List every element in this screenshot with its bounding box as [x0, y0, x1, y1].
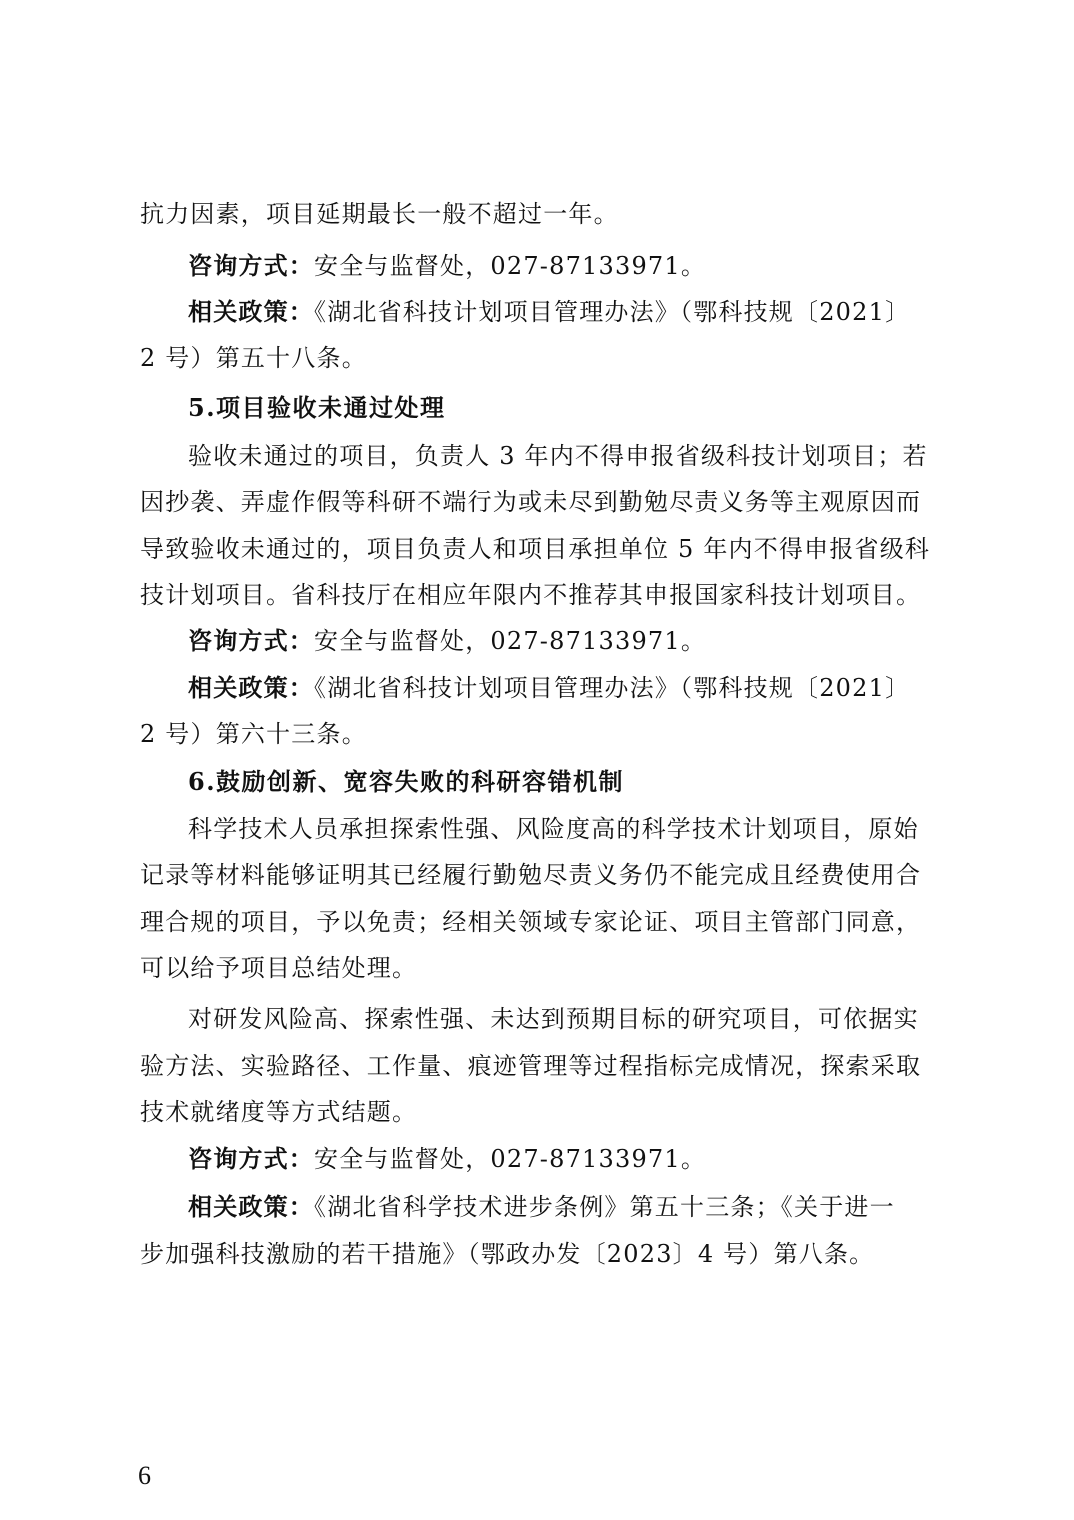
paragraph-line: 导致验收未通过的，项目负责人和项目承担单位 5 年内不得申报省级科 — [140, 535, 931, 563]
section-heading-6: 6.鼓励创新、宽容失败的科研容错机制 — [188, 767, 625, 796]
policy-value: 《湖北省科技计划项目管理办法》（鄂科技规〔2021〕 — [314, 674, 911, 702]
page-number: 6 — [138, 1461, 151, 1490]
policy-continuation: 步加强科技激励的若干措施》（鄂政办发〔2023〕4 号）第八条。 — [140, 1240, 875, 1268]
paragraph-line: 对研发风险高、探索性强、未达到预期目标的研究项目，可依据实 — [188, 1005, 919, 1033]
paragraph-line: 记录等材料能够证明其已经履行勤勉尽责义务仍不能完成且经费使用合 — [140, 861, 922, 889]
policy-value: 《湖北省科技计划项目管理办法》（鄂科技规〔2021〕 — [314, 298, 911, 326]
consult-value: 安全与监督处，027-87133971。 — [314, 252, 707, 280]
consult-label: 咨询方式： — [188, 251, 314, 280]
policy-label: 相关政策： — [188, 1192, 314, 1221]
policy-continuation: 2 号）第六十三条。 — [140, 720, 367, 748]
policy-line — [188, 672, 988, 704]
policy-label: 相关政策： — [188, 297, 314, 326]
paragraph-line: 技计划项目。省科技厅在相应年限内不推荐其申报国家科技计划项目。 — [140, 581, 922, 609]
policy-continuation: 2 号）第五十八条。 — [140, 344, 367, 372]
policy-line — [188, 1191, 988, 1223]
paragraph-line: 理合规的项目，予以免责；经相关领域专家论证、项目主管部门同意， — [140, 908, 922, 936]
consult-line — [188, 1143, 988, 1175]
paragraph-line: 科学技术人员承担探索性强、风险度高的科学技术计划项目，原始 — [188, 815, 919, 843]
consult-label: 咨询方式： — [188, 1144, 314, 1173]
policy-value: 《湖北省科学技术进步条例》第五十三条；《关于进一 — [314, 1193, 895, 1221]
paragraph-line: 抗力因素，项目延期最长一般不超过一年。 — [140, 200, 619, 228]
paragraph-line: 可以给予项目总结处理。 — [140, 954, 418, 982]
paragraph-line: 验方法、实验路径、工作量、痕迹管理等过程指标完成情况，探索采取 — [140, 1052, 922, 1080]
consult-label: 咨询方式： — [188, 626, 314, 655]
consult-line — [188, 625, 988, 657]
consult-value: 安全与监督处，027-87133971。 — [314, 1145, 707, 1173]
policy-label: 相关政策： — [188, 673, 314, 702]
paragraph-line: 技术就绪度等方式结题。 — [140, 1098, 418, 1126]
policy-line — [188, 296, 988, 328]
consult-value: 安全与监督处，027-87133971。 — [314, 627, 707, 655]
paragraph-line: 因抄袭、弄虚作假等科研不端行为或未尽到勤勉尽责义务等主观原因而 — [140, 488, 922, 516]
section-heading-5: 5.项目验收未通过处理 — [188, 393, 446, 422]
consult-line — [188, 250, 988, 282]
paragraph-line: 验收未通过的项目，负责人 3 年内不得申报省级科技计划项目；若 — [188, 442, 928, 470]
